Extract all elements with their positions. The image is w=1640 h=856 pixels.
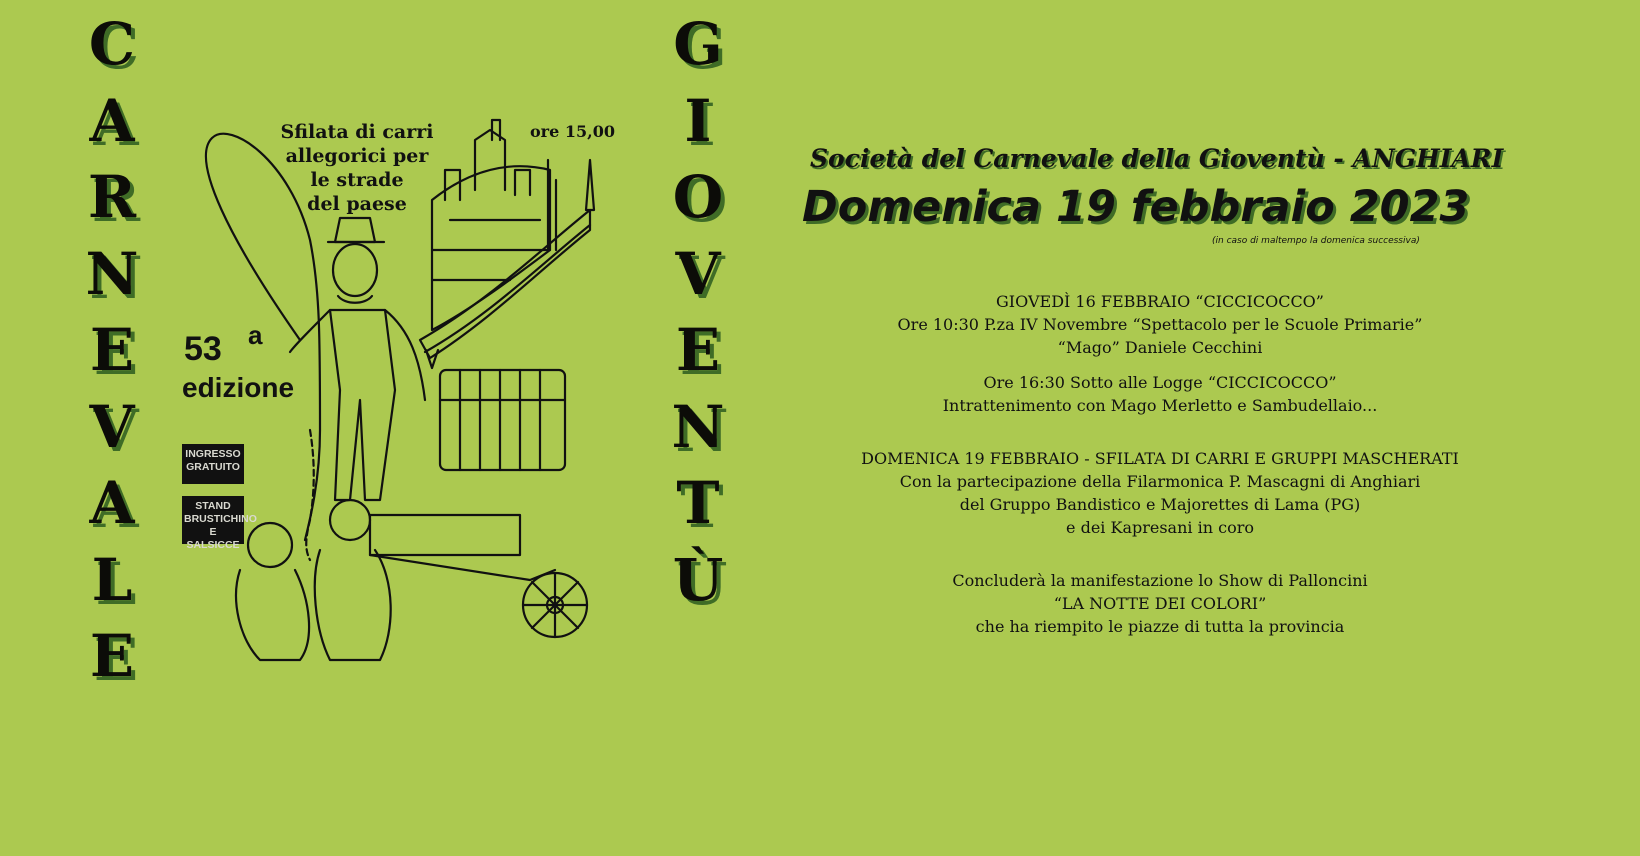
vertical-letter: A bbox=[89, 86, 135, 155]
vertical-letter: G bbox=[673, 10, 723, 78]
vertical-letter: O bbox=[672, 163, 724, 231]
program-paragraph bbox=[740, 290, 1580, 359]
program-line: Con la partecipazione della Filarmonica P. Mascagni di Anghiari bbox=[899, 472, 1421, 491]
parade-caption-line: le strade bbox=[310, 169, 404, 191]
parade-caption bbox=[262, 120, 452, 216]
program-line: del Gruppo Bandistico e Majorettes di Lama (PG) bbox=[959, 495, 1361, 514]
weather-note: (in caso di maltempo la domenica successiva) bbox=[1212, 236, 1420, 246]
program bbox=[740, 290, 1580, 650]
program-line: “LA NOTTE DEI COLORI” bbox=[1053, 594, 1267, 613]
vertical-letter: C bbox=[88, 10, 136, 78]
vertical-letter: V bbox=[89, 392, 135, 461]
vertical-letter: V bbox=[675, 239, 721, 308]
program-line: Ore 10:30 P.za IV Novembre “Spettacolo per le Scuole Primarie” bbox=[897, 315, 1423, 334]
vertical-word-carnevale bbox=[52, 6, 172, 695]
vertical-letter: L bbox=[91, 545, 133, 614]
program-line: GIOVEDÌ 16 FEBBRAIO “CICCICOCCO” bbox=[996, 292, 1324, 311]
program-line: Intrattenimento con Mago Merletto e Sambudellaio... bbox=[942, 396, 1378, 415]
program-line: DOMENICA 19 FEBBRAIO - SFILATA DI CARRI E GRUPPI MASCHERATI bbox=[861, 449, 1459, 468]
badge-line: INGRESSO bbox=[185, 448, 241, 460]
vertical-letter: T bbox=[676, 469, 720, 537]
vertical-letter: A bbox=[89, 469, 135, 537]
vertical-letter: N bbox=[85, 239, 139, 308]
badge-line: E SALSICCE bbox=[186, 526, 240, 551]
event-date: Domenica 19 febbraio 2023 bbox=[802, 182, 1470, 232]
food-stand-badge bbox=[182, 496, 257, 551]
parade-caption-line: del paese bbox=[307, 193, 407, 215]
parade-caption-line: Sfilata di carri bbox=[280, 121, 434, 143]
vertical-letter: E bbox=[89, 316, 135, 384]
organizer-title: Società del Carnevale della Gioventù - ANGHIARI bbox=[810, 144, 1504, 173]
program-line: “Mago” Daniele Cecchini bbox=[1057, 338, 1263, 357]
parade-time: ore 15,00 bbox=[530, 122, 615, 141]
vertical-letter: E bbox=[675, 316, 721, 384]
badge-line: GRATUITO bbox=[186, 461, 240, 473]
badge-line: BRUSTICHINO bbox=[184, 513, 257, 525]
vertical-letter: N bbox=[671, 392, 725, 461]
program-paragraph bbox=[740, 371, 1580, 417]
edition-word: edizione bbox=[182, 372, 295, 403]
parade-caption-line: allegorici per bbox=[285, 145, 429, 167]
carnival-illustration bbox=[170, 100, 640, 700]
edition-superscript: a bbox=[248, 320, 263, 350]
vertical-letter: E bbox=[89, 622, 135, 690]
program-paragraph bbox=[740, 569, 1580, 638]
free-entry-badge bbox=[182, 444, 244, 484]
program-line: Concluderà la manifestazione lo Show di Palloncini bbox=[952, 571, 1368, 590]
program-line: e dei Kapresani in coro bbox=[1066, 518, 1254, 537]
vertical-letter: R bbox=[87, 163, 137, 231]
badge-line: STAND bbox=[195, 500, 231, 512]
vertical-letter: Ù bbox=[672, 545, 724, 614]
edition-number: 53 bbox=[184, 330, 222, 368]
program-paragraph bbox=[740, 447, 1580, 539]
program-line: Ore 16:30 Sotto alle Logge “CICCICOCCO” bbox=[983, 373, 1337, 392]
vertical-letter: I bbox=[684, 86, 712, 155]
program-line: che ha riempito le piazze di tutta la provincia bbox=[975, 617, 1345, 636]
